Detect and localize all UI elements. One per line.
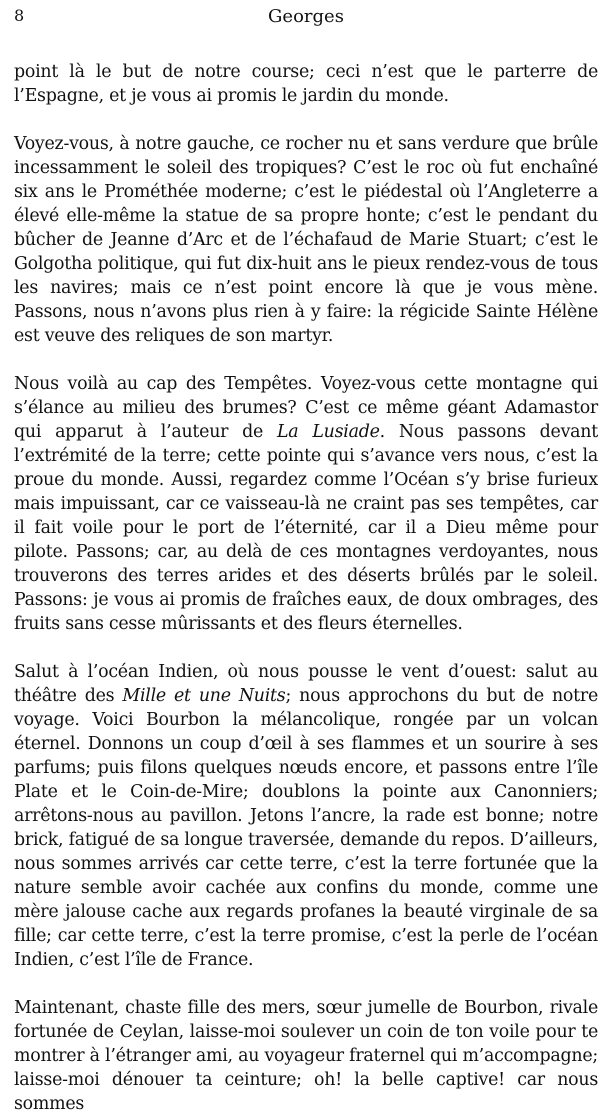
paragraph-3 bbox=[14, 372, 598, 636]
text-segment: ; nous approchons du but de notre voyage. Voici Bourbon la mélancolique, rongée par un volcan éternel. Donnons un coup d’œil à ses flammes et un sourire à ses parfums; puis filons quelques nœuds encore, et passons entre l’île Plate et le Coin-de-Mire; doublons la pointe aux Canonniers; arrêtons-nous au pavillon. Jetons l’ancre, la rade est bonne; notre brick, fatigué de sa longue traversée, demande du repos. D’ailleurs, nous sommes arrivés car cette terre, c’est la terre fortunée que la nature semble avoir cachée aux confins du monde, comme une mère jalouse cache aux regards profanes la beauté virginale de sa fille; car cette terre, c’est la terre promise, c’est la perle de l’océan Indien, c’est l’île de France. bbox=[14, 686, 598, 970]
page-number: 8 bbox=[14, 6, 25, 25]
text-segment: Nous voilà au cap des Tempêtes. Voyez-vous cette montagne qui s’élance au milieu des brumes? C’est ce même géant Adamastor qui apparut à l’auteur de bbox=[14, 374, 598, 442]
italic-title-la-lusiade: La Lusiade bbox=[277, 422, 380, 442]
paragraph-2 bbox=[14, 132, 598, 348]
page-header bbox=[14, 0, 598, 34]
text-segment: Maintenant, chaste fille des mers, sœur jumelle de Bourbon, rivale fortunée de Ceylan, laisse-moi soulever un coin de ton voile pour te montrer à l’étranger ami, au voyageur fraternel qui m’accompagne; laisse-moi dénouer ta ceinture; oh! la belle captive! car nous sommes bbox=[14, 998, 598, 1114]
text-segment: . Nous passons devant l’extrémité de la terre; cette pointe qui s’avance vers nous, c’est la proue du monde. Aussi, regardez comme l’Océan s’y brise furieux mais impuissant, car ce vaisseau-là ne craint pas ses tempêtes, car il fait voile pour le port de l’éternité, car il a Dieu même pour pilote. Passons; car, au delà de ces montagnes verdoyantes, nous trouverons des terres arides et des déserts brûlés par le soleil. Passons: je vous ai promis de fraîches eaux, de doux ombrages, des fruits sans cesse mûrissants et des fleurs éternelles. bbox=[14, 422, 598, 634]
italic-title-mille-et-une-nuits: Mille et une Nuits bbox=[122, 686, 286, 706]
paragraph-4 bbox=[14, 660, 598, 972]
paragraph-5 bbox=[14, 996, 598, 1116]
body-text bbox=[14, 60, 598, 1116]
book-page bbox=[14, 0, 598, 1114]
running-title: Georges bbox=[268, 6, 344, 27]
paragraph-1 bbox=[14, 60, 598, 108]
text-segment: Voyez-vous, à notre gauche, ce rocher nu et sans verdure que brûle incessamment le soleil des tropiques? C’est le roc où fut enchaîné six ans le Prométhée moderne; c’est le piédestal où l’Angleterre a élevé elle-même la statue de sa propre honte; c’est le pendant du bûcher de Jeanne d’Arc et de l’échafaud de Marie Stuart; c’est le Golgotha politique, qui fut dix-huit ans le pieux rendez-vous de tous les navires; mais ce n’est point encore là que je vous mène. Passons, nous n’avons plus rien à y faire: la régicide Sainte Hélène est veuve des reliques de son martyr. bbox=[14, 134, 598, 346]
text-segment: point là le but de notre course; ceci n’est que le parterre de l’Espagne, et je vous ai promis le jardin du monde. bbox=[14, 62, 598, 106]
text-segment: Salut à l’océan Indien, où nous pousse le vent d’ouest: salut au théâtre des bbox=[14, 662, 598, 706]
